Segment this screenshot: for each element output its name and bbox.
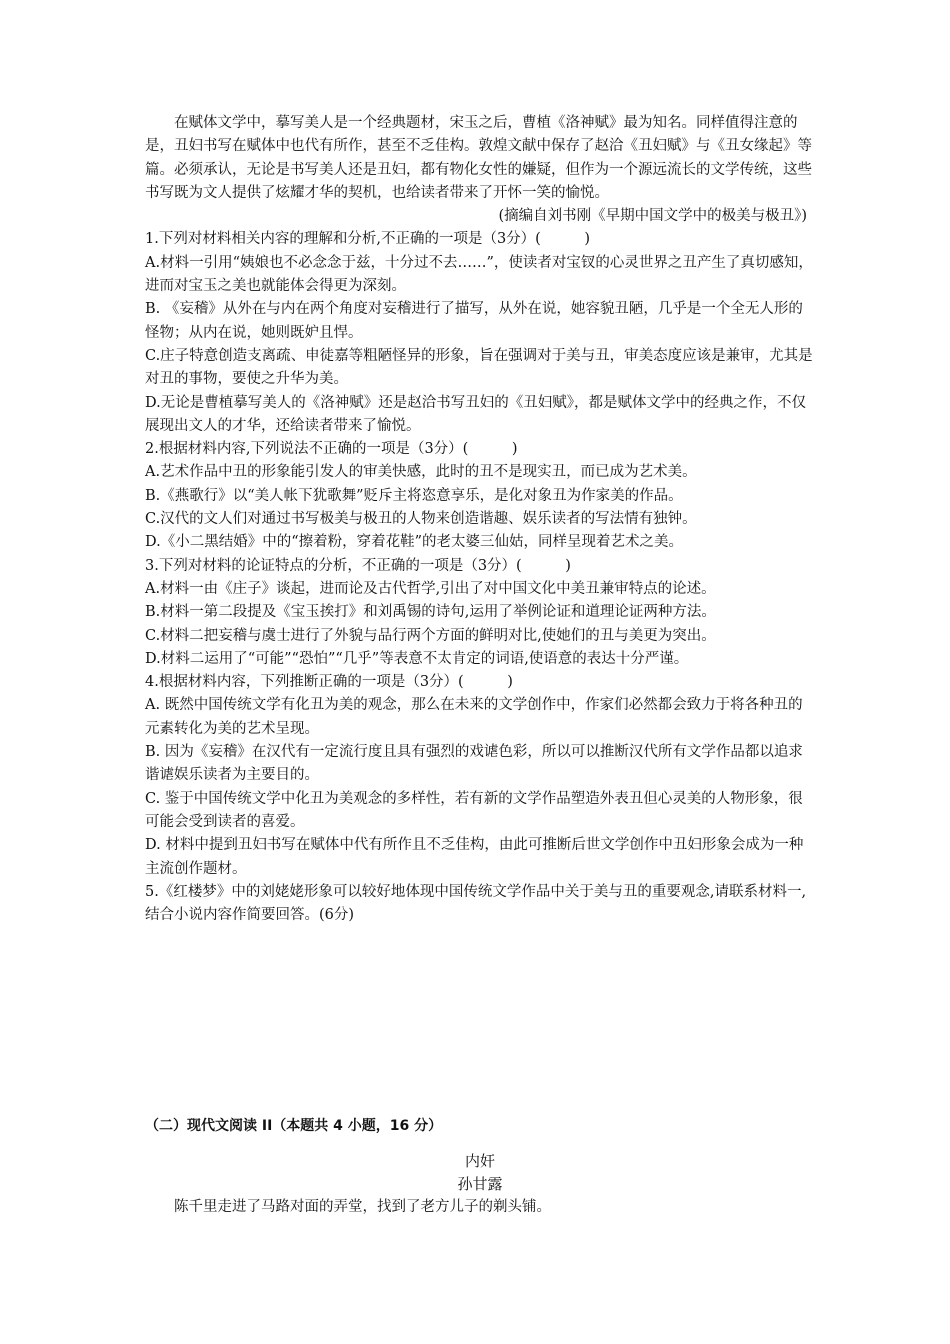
option-c: C.汉代的文人们对通过书写极美与极丑的人物来创造谐趣、娱乐读者的写法情有独钟。 [145,511,697,528]
option-b: B.材料一第二段提及《宝玉挨打》和刘禹锡的诗句,运用了举例论证和道理论证两种方法。 [145,604,716,621]
question-3 [145,555,815,671]
question-stem: 4.根据材料内容，下列推断正确的一项是（3分）( ) [145,674,513,691]
option-d: D. 材料中提到丑妇书写在赋体中代有所作且不乏佳构，由此可推断后世文学创作中丑妇形象会成为一种主流创作题材。 [145,837,804,877]
option-b: B. 因为《妄稽》在汉代有一定流行度且具有强烈的戏谑色彩，所以可以推断汉代所有文学作品都以追求谐谑娱乐读者为主要目的。 [145,744,803,784]
option-d: D.材料二运用了“可能”“恐怕”“几乎”等表意不太肯定的词语,使语意的表达十分严谨。 [145,650,689,667]
passage-source: (摘编自刘书刚《早期中国文学中的极美与极丑》) [498,208,807,225]
option-a: A.材料一引用“姨娘也不必念念于兹，十分过不去……”，使读者对宝钗的心灵世界之丑产生了真切感知，进而对宝玉之美也就能体会得更为深刻。 [145,254,813,295]
option-c: C.材料二把妄稽与虞士进行了外貌与品行两个方面的鲜明对比,使她们的丑与美更为突出。 [145,627,716,644]
section-modern-reading-2 [145,1115,815,1219]
question-2 [145,438,815,554]
story-first-line: 陈千里走进了马路对面的弄堂，找到了老方儿子的剃头铺。 [174,1199,551,1215]
story-title: 内奸 [464,1152,495,1170]
reading-material [145,112,815,927]
question-5 [145,881,815,928]
question-stem: 3.下列对材料的论证特点的分析，不正确的一项是（3分）( ) [145,557,571,574]
option-a: A.材料一由《庄子》谈起，进而论及古代哲学,引出了对中国文化中美丑兼审特点的论述。 [145,580,716,597]
option-b: B. 《妄稽》从外在与内在两个角度对妄稽进行了描写，从外在说，她容貌丑陋，几乎是一个全无人形的怪物；从内在说，她则既妒且悍。 [145,301,803,341]
question-1 [145,228,815,438]
question-stem: 5.《红楼梦》中的刘姥姥形象可以较好地体现中国传统文学作品中关于美与丑的重要观念,请联系材料一,结合小说内容作简要回答。(6分) [145,883,807,924]
option-a: A. 既然中国传统文学有化丑为美的观念，那么在未来的文学创作中，作家们必然都会致力于将各种丑的元素转化为美的艺术呈现。 [145,697,803,737]
option-c: C. 鉴于中国传统文学中化丑为美观念的多样性，若有新的文学作品塑造外表丑但心灵美的人物形象，很可能会受到读者的喜爱。 [145,790,803,830]
passage-paragraph: 在赋体文学中，摹写美人是一个经典题材，宋玉之后，曹植《洛神赋》最为知名。同样值得注意的是，丑妇书写在赋体中也代有所作，甚至不乏佳构。敦煌文献中保存了赵洽《丑妇赋》与《丑女缘起》等篇。必须承认，无论是书写美人还是丑妇，都有物化女性的嫌疑，但作为一个源远流长的文学传统，这些书写既为文人提供了炫耀才华的契机，也给读者带来了开怀一笑的愉悦。 [145,115,812,201]
section-title: （二）现代文阅读 II（本题共 4 小题，16 分） [145,1118,443,1134]
option-c: C.庄子特意创造支离疏、申徒嘉等粗陋怪异的形象，旨在强调对于美与丑，审美态度应该是兼审，尤其是对丑的事物，要使之升华为美。 [145,347,813,388]
question-stem: 2.根据材料内容,下列说法不正确的一项是（3分）( ) [145,441,518,458]
option-d: D.《小二黑结婚》中的“擦着粉，穿着花鞋”的老太婆三仙姑，同样呈现着艺术之美。 [145,534,684,551]
option-a: A.艺术作品中丑的形象能引发人的审美快感，此时的丑不是现实丑，而已成为艺术美。 [145,464,697,481]
question-stem: 1.下列对材料相关内容的理解和分析,不正确的一项是（3分）( ) [145,231,590,248]
option-d: D.无论是曹植摹写美人的《洛神赋》还是赵洽书写丑妇的《丑妇赋》，都是赋体文学中的经典之作，不仅展现出文人的才华，还给读者带来了愉悦。 [145,394,806,434]
option-b: B.《燕歌行》以“美人帐下犹歌舞”贬斥主将恣意享乐，是化对象丑为作家美的作品。 [145,487,683,504]
story-author: 孙甘露 [457,1175,503,1193]
question-4 [145,671,815,881]
